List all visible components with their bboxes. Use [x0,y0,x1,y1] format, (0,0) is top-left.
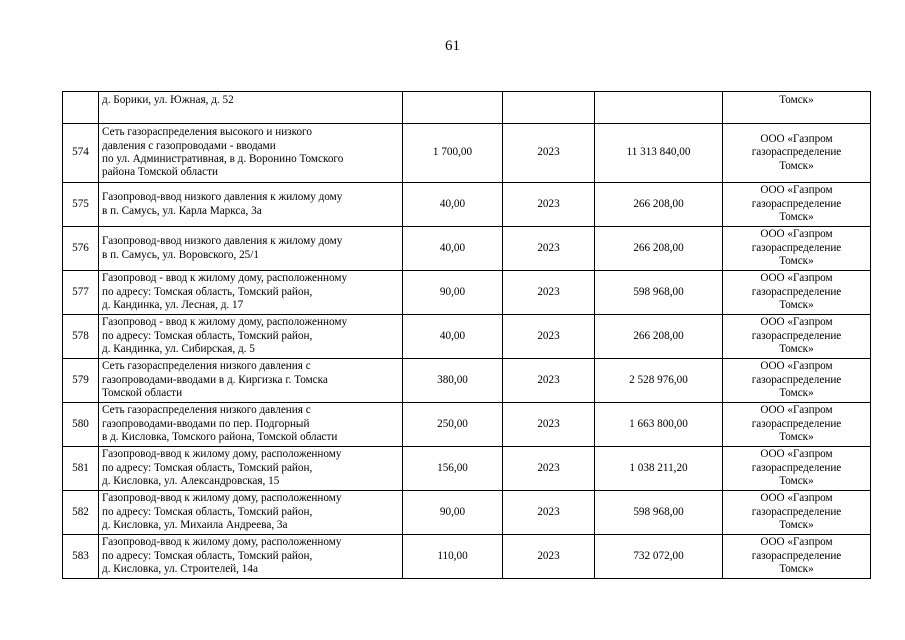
row-number-cell: 582 [63,491,99,535]
object-name-line: по адресу: Томская область, Томский район, [102,549,313,562]
organization-cell [723,315,871,359]
cost-cell: 2 528 976,00 [595,359,723,403]
organization-cell [723,227,871,271]
organization-line: газораспределение [751,241,842,254]
organization-line: ООО «Газпром [760,448,833,461]
table-row [63,315,871,359]
organization-line: Томск» [779,255,814,268]
object-name-line: по адресу: Томская область, Томский район, [102,461,313,474]
organization-line: ООО «Газпром [760,316,833,329]
organization-line: газораспределение [751,417,842,430]
object-name-line: Газопровод-ввод низкого давления к жилому дому [102,191,343,204]
year-cell: 2023 [503,183,595,227]
cost-cell: 1 038 211,20 [595,447,723,491]
table-row [63,359,871,403]
organization-line: ООО «Газпром [760,184,833,197]
table-row [63,183,871,227]
object-name-line: по ул. Административная, в д. Воронино Томского [102,153,344,165]
organization-line: Томск» [779,94,814,106]
cost-cell: 732 072,00 [595,535,723,579]
year-cell: 2023 [503,359,595,403]
year-cell: 2023 [503,124,595,183]
length-cell: 40,00 [403,183,503,227]
organization-line: газораспределение [751,329,842,342]
object-name-line: Газопровод - ввод к жилому дому, расположенному [102,272,348,285]
row-number-cell: 576 [63,227,99,271]
row-number-cell: 574 [63,124,99,183]
object-name-line: Томской области [102,387,183,400]
year-cell: 2023 [503,227,595,271]
object-name-cell [99,403,403,447]
year-cell: 2023 [503,271,595,315]
organization-cell [723,447,871,491]
object-name-line: д. Кисловка, ул. Строителей, 14а [102,563,258,576]
length-cell: 40,00 [403,227,503,271]
length-cell: 156,00 [403,447,503,491]
length-cell: 250,00 [403,403,503,447]
cost-cell: 11 313 840,00 [595,124,723,183]
object-name-line: Газопровод-ввод к жилому дому, расположенному [102,536,342,549]
object-name-line: давления с газопроводами - вводами [102,139,276,152]
organization-line: газораспределение [751,146,842,159]
object-name-line: Газопровод-ввод к жилому дому, расположенному [102,448,342,461]
organization-line: газораспределение [751,197,842,210]
table-row [63,447,871,491]
object-name-cell [99,359,403,403]
cost-cell: 266 208,00 [595,183,723,227]
cost-cell: 1 663 800,00 [595,403,723,447]
object-name-line: д. Кандинка, ул. Лесная, д. 17 [102,299,244,312]
length-cell: 40,00 [403,315,503,359]
table-row [63,403,871,447]
year-cell: 2023 [503,447,595,491]
cost-cell: 598 968,00 [595,491,723,535]
registry-table-body [63,92,871,579]
object-name-cell [99,92,403,124]
cost-cell [595,92,723,124]
organization-line: Томск» [779,299,814,312]
table-row [63,124,871,183]
object-name-cell [99,271,403,315]
year-cell: 2023 [503,491,595,535]
organization-line: газораспределение [751,549,842,562]
organization-cell [723,491,871,535]
object-name-line: газопроводами-вводами в д. Киргизка г. Томска [102,373,328,386]
object-name-cell [99,227,403,271]
organization-line: газораспределение [751,461,842,474]
organization-cell [723,359,871,403]
organization-line: ООО «Газпром [760,404,833,417]
object-name-cell [99,447,403,491]
row-number-cell: 575 [63,183,99,227]
row-number-cell: 577 [63,271,99,315]
organization-cell [723,403,871,447]
object-name-line: Газопровод-ввод к жилому дому, расположенному [102,492,342,505]
object-name-line: района Томской области [102,166,218,179]
row-number-cell: 579 [63,359,99,403]
organization-line: ООО «Газпром [760,536,833,549]
organization-cell [723,92,871,124]
length-cell: 1 700,00 [403,124,503,183]
year-cell: 2023 [503,315,595,359]
year-cell: 2023 [503,403,595,447]
table-row [63,535,871,579]
organization-line: Томск» [779,519,814,532]
row-number-cell: 578 [63,315,99,359]
cost-cell: 266 208,00 [595,227,723,271]
table-row [63,491,871,535]
organization-line: газораспределение [751,373,842,386]
organization-line: газораспределение [751,505,842,518]
cost-cell: 598 968,00 [595,271,723,315]
row-number-cell: 581 [63,447,99,491]
organization-cell [723,271,871,315]
object-name-line: по адресу: Томская область, Томский район, [102,285,313,298]
organization-line: газораспределение [751,285,842,298]
object-name-cell [99,315,403,359]
organization-line: Томск» [779,563,814,576]
object-name-line: в п. Самусь, ул. Карла Маркса, 3а [102,204,262,217]
organization-line: ООО «Газпром [760,492,833,505]
length-cell: 380,00 [403,359,503,403]
registry-table [62,91,871,579]
object-name-line: по адресу: Томская область, Томский район, [102,505,313,518]
object-name-line: д. Кисловка, ул. Михаила Андреева, 3а [102,519,288,532]
organization-line: ООО «Газпром [760,360,833,373]
organization-line: Томск» [779,475,814,488]
object-name-line: д. Кандинка, ул. Сибирская, д. 5 [102,343,255,356]
length-cell [403,92,503,124]
organization-line: Томск» [779,159,814,172]
organization-line: Томск» [779,211,814,224]
object-name-cell [99,183,403,227]
object-name-line: в д. Кисловка, Томского района, Томской области [102,431,338,444]
length-cell: 90,00 [403,271,503,315]
object-name-line: Газопровод - ввод к жилому дому, расположенному [102,316,348,329]
year-cell: 2023 [503,535,595,579]
organization-cell [723,535,871,579]
organization-cell [723,124,871,183]
page-number: 61 [445,38,460,54]
row-number-cell: 580 [63,403,99,447]
length-cell: 90,00 [403,491,503,535]
object-name-line: Сеть газораспределения низкого давления с [102,360,311,373]
object-name-line: Сеть газораспределения низкого давления с [102,404,311,417]
object-name-line: д. Кисловка, ул. Александровская, 15 [102,475,280,488]
organization-line: ООО «Газпром [760,228,833,241]
table-row [63,271,871,315]
table-row [63,227,871,271]
length-cell: 110,00 [403,535,503,579]
object-name-cell [99,491,403,535]
object-name-line: по адресу: Томская область, Томский район, [102,329,313,342]
object-name-cell [99,124,403,183]
organization-line: ООО «Газпром [760,272,833,285]
organization-line: ООО «Газпром [760,132,833,145]
object-name-line: д. Борики, ул. Южная, д. 52 [102,94,234,106]
cost-cell: 266 208,00 [595,315,723,359]
organization-line: Томск» [779,431,814,444]
row-number-cell [63,92,99,124]
year-cell [503,92,595,124]
row-number-cell: 583 [63,535,99,579]
organization-line: Томск» [779,387,814,400]
object-name-line: газопроводами-вводами по пер. Подгорный [102,417,310,430]
object-name-cell [99,535,403,579]
organization-cell [723,183,871,227]
object-name-line: Сеть газораспределения высокого и низкого [102,126,312,139]
table-row-continuation [63,92,871,124]
object-name-line: Газопровод-ввод низкого давления к жилому дому [102,235,343,248]
object-name-line: в п. Самусь, ул. Воровского, 25/1 [102,248,259,261]
organization-line: Томск» [779,343,814,356]
